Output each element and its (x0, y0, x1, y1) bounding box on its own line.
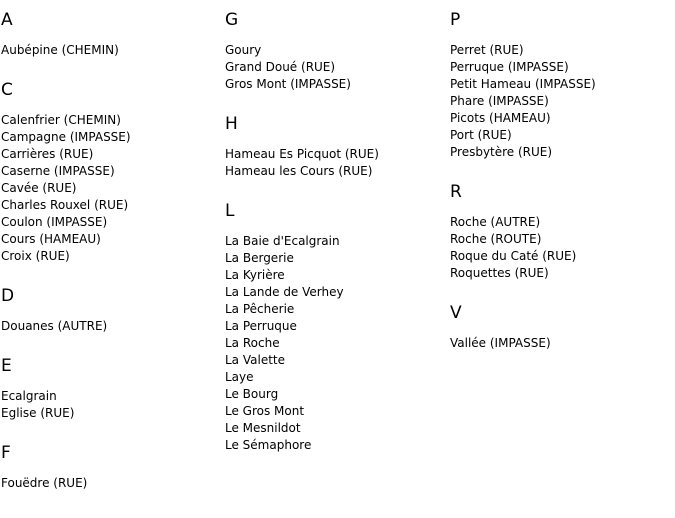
street-link[interactable]: Le Bourg (225, 387, 279, 401)
street-list (450, 30, 672, 161)
street-link[interactable]: Croix (RUE) (1, 249, 70, 263)
street-link[interactable]: Phare (IMPASSE) (450, 94, 549, 108)
street-link[interactable]: Hameau les Cours (RUE) (225, 164, 373, 178)
street-link[interactable]: Gros Mont (IMPASSE) (225, 77, 351, 91)
letter-section (1, 335, 223, 422)
street-list (1, 306, 223, 335)
street-list (225, 134, 447, 180)
street-link[interactable]: La Roche (225, 336, 280, 350)
street-link[interactable]: La Baie d'Ecalgrain (225, 234, 340, 248)
street-link[interactable]: Hameau Es Picquot (RUE) (225, 147, 379, 161)
section-letter-heading: C (1, 80, 13, 100)
street-link[interactable]: Fouëdre (RUE) (1, 476, 88, 490)
street-link[interactable]: Caserne (IMPASSE) (1, 164, 115, 178)
street-link[interactable]: La Valette (225, 353, 285, 367)
section-letter-heading: E (1, 356, 12, 376)
letter-section (225, 180, 447, 454)
street-link[interactable]: Le Gros Mont (225, 404, 305, 418)
street-link[interactable]: Roquettes (RUE) (450, 266, 549, 280)
street-link[interactable]: Perruque (IMPASSE) (450, 60, 569, 74)
street-link[interactable]: Petit Hameau (IMPASSE) (450, 77, 596, 91)
section-letter-heading: D (1, 286, 15, 306)
street-link[interactable]: La Kyrière (225, 268, 285, 282)
street-link[interactable]: Coulon (IMPASSE) (1, 215, 108, 229)
street-link[interactable]: Cavée (RUE) (1, 181, 77, 195)
street-index-column-3 (450, 0, 672, 352)
street-link[interactable]: La Bergerie (225, 251, 294, 265)
street-link[interactable]: La Perruque (225, 319, 297, 333)
street-link[interactable]: Laye (225, 370, 254, 384)
section-letter-heading: R (450, 182, 462, 202)
street-link[interactable]: Roche (AUTRE) (450, 215, 541, 229)
street-link[interactable]: Grand Doué (RUE) (225, 60, 336, 74)
section-letter-heading: G (225, 10, 239, 30)
street-link[interactable]: Ecalgrain (1, 389, 57, 403)
street-list (1, 30, 223, 59)
letter-section (450, 282, 672, 352)
section-letter-heading: F (1, 443, 11, 463)
street-link[interactable]: Douanes (AUTRE) (1, 319, 108, 333)
street-link[interactable]: Campagne (IMPASSE) (1, 130, 131, 144)
street-link[interactable]: Roche (ROUTE) (450, 232, 542, 246)
street-link[interactable]: Goury (225, 43, 262, 57)
street-link[interactable]: Perret (RUE) (450, 43, 524, 57)
street-link[interactable]: La Pêcherie (225, 302, 295, 316)
street-list (1, 463, 223, 492)
section-letter-heading: H (225, 114, 238, 134)
street-link[interactable]: Presbytère (RUE) (450, 145, 553, 159)
street-list (1, 100, 223, 265)
street-link[interactable]: Aubépine (CHEMIN) (1, 43, 119, 57)
street-list (450, 202, 672, 282)
street-link[interactable]: Port (RUE) (450, 128, 512, 142)
street-link[interactable]: Charles Rouxel (RUE) (1, 198, 129, 212)
street-link[interactable]: Carrières (RUE) (1, 147, 94, 161)
section-letter-heading: V (450, 303, 462, 323)
letter-section (450, 0, 672, 161)
street-index-column-2 (225, 0, 447, 454)
section-letter-heading: P (450, 10, 461, 30)
letter-section (225, 0, 447, 93)
street-link[interactable]: Vallée (IMPASSE) (450, 336, 551, 350)
street-list (1, 376, 223, 422)
street-link[interactable]: Calenfrier (CHEMIN) (1, 113, 121, 127)
letter-section (225, 93, 447, 180)
street-link[interactable]: Le Mesnildot (225, 421, 301, 435)
street-link[interactable]: La Lande de Verhey (225, 285, 344, 299)
street-index-column-1 (1, 0, 223, 492)
street-list (450, 323, 672, 352)
letter-section (1, 422, 223, 492)
street-link[interactable]: Roque du Caté (RUE) (450, 249, 577, 263)
section-letter-heading: L (225, 201, 235, 221)
street-link[interactable]: Le Sémaphore (225, 438, 312, 452)
letter-section (450, 161, 672, 282)
letter-section (1, 265, 223, 335)
street-link[interactable]: Cours (HAMEAU) (1, 232, 101, 246)
letter-section (1, 59, 223, 265)
street-list (225, 30, 447, 93)
street-link[interactable]: Picots (HAMEAU) (450, 111, 551, 125)
section-letter-heading: A (1, 10, 13, 30)
letter-section (1, 0, 223, 59)
street-list (225, 221, 447, 454)
street-link[interactable]: Eglise (RUE) (1, 406, 75, 420)
